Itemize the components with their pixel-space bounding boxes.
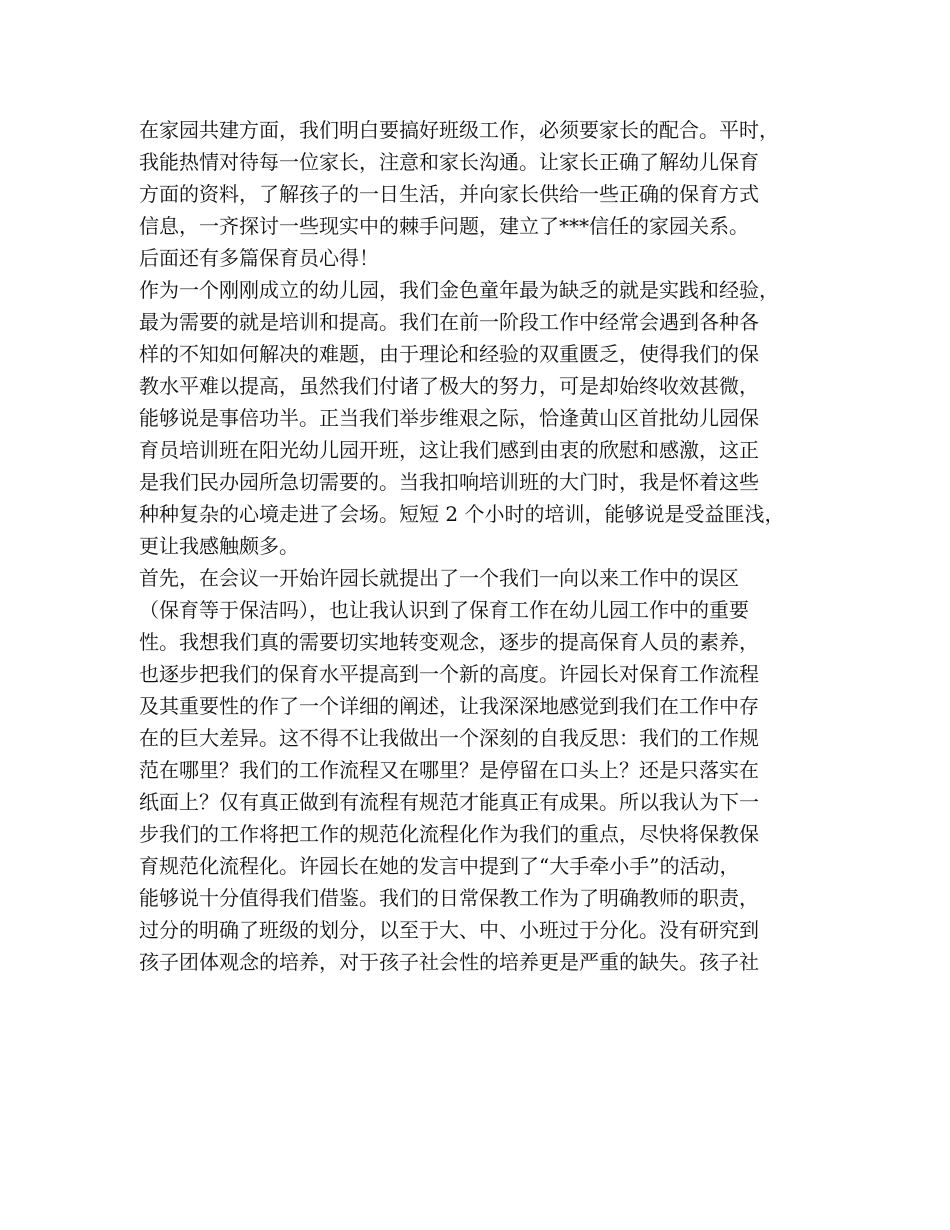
text-line: 过分的明确了班级的划分，以至于大、中、小班过于分化。没有研究到 (139, 918, 759, 942)
text-line: 方面的资料，了解孩子的一日生活，并向家长供给一些正确的保育方式 (139, 182, 759, 206)
text-line: 纸面上？仅有真正做到有流程有规范才能真正有成果。所以我认为下一 (139, 790, 759, 814)
text-line: 最为需要的就是培训和提高。我们在前一阶段工作中经常会遇到各种各 (139, 310, 759, 334)
text-line: 也逐步把我们的保育水平提高到一个新的高度。许园长对保育工作流程 (139, 662, 759, 686)
text-line: 教水平难以提高，虽然我们付诸了极大的努力，可是却始终收效甚微， (139, 374, 759, 398)
text-line: 种种复杂的心境走进了会场。短短 2 个小时的培训，能够说是受益匪浅， (139, 502, 785, 526)
text-line: 范在哪里？我们的工作流程又在哪里？是停留在口头上？还是只落实在 (139, 758, 759, 782)
text-line: 信息，一齐探讨一些现实中的棘手问题，建立了***信任的家园关系。 (139, 214, 749, 238)
text-line: 孩子团体观念的培养，对于孩子社会性的培养更是严重的缺失。孩子社 (139, 950, 759, 974)
text-line: 更让我感触颇多。 (139, 534, 299, 558)
text-line: 育员培训班在阳光幼儿园开班，这让我们感到由衷的欣慰和感激，这正 (139, 438, 759, 462)
text-line: 后面还有多篇保育员心得！ (139, 246, 379, 270)
text-line: 性。我想我们真的需要切实地转变观念，逐步的提高保育人员的素养， (139, 630, 759, 654)
body-text (139, 114, 839, 978)
text-line: 作为一个刚刚成立的幼儿园，我们金色童年最为缺乏的就是实践和经验， (139, 278, 779, 302)
text-line: 在的巨大差异。这不得不让我做出一个深刻的自我反思：我们的工作规 (139, 726, 759, 750)
text-line: 首先，在会议一开始许园长就提出了一个我们一向以来工作中的误区 (139, 566, 739, 590)
text-line: 能够说十分值得我们借鉴。我们的日常保教工作为了明确教师的职责， (139, 886, 759, 910)
text-line: 在家园共建方面，我们明白要搞好班级工作，必须要家长的配合。平时， (139, 118, 779, 142)
text-line: 样的不知如何解决的难题，由于理论和经验的双重匮乏，使得我们的保 (139, 342, 759, 366)
text-line: 我能热情对待每一位家长，注意和家长沟通。让家长正确了解幼儿保育 (139, 150, 759, 174)
text-line: 能够说是事倍功半。正当我们举步维艰之际，恰逢黄山区首批幼儿园保 (139, 406, 759, 430)
text-line: 育规范化流程化。许园长在她的发言中提到了“大手牵小手”的活动， (139, 854, 740, 878)
text-line: 步我们的工作将把工作的规范化流程化作为我们的重点，尽快将保教保 (139, 822, 759, 846)
text-line: （保育等于保洁吗），也让我认识到了保育工作在幼儿园工作中的重要 (139, 598, 749, 622)
text-line: 及其重要性的作了一个详细的阐述，让我深深地感觉到我们在工作中存 (139, 694, 759, 718)
text-line: 是我们民办园所急切需要的。当我扣响培训班的大门时，我是怀着这些 (139, 470, 759, 494)
